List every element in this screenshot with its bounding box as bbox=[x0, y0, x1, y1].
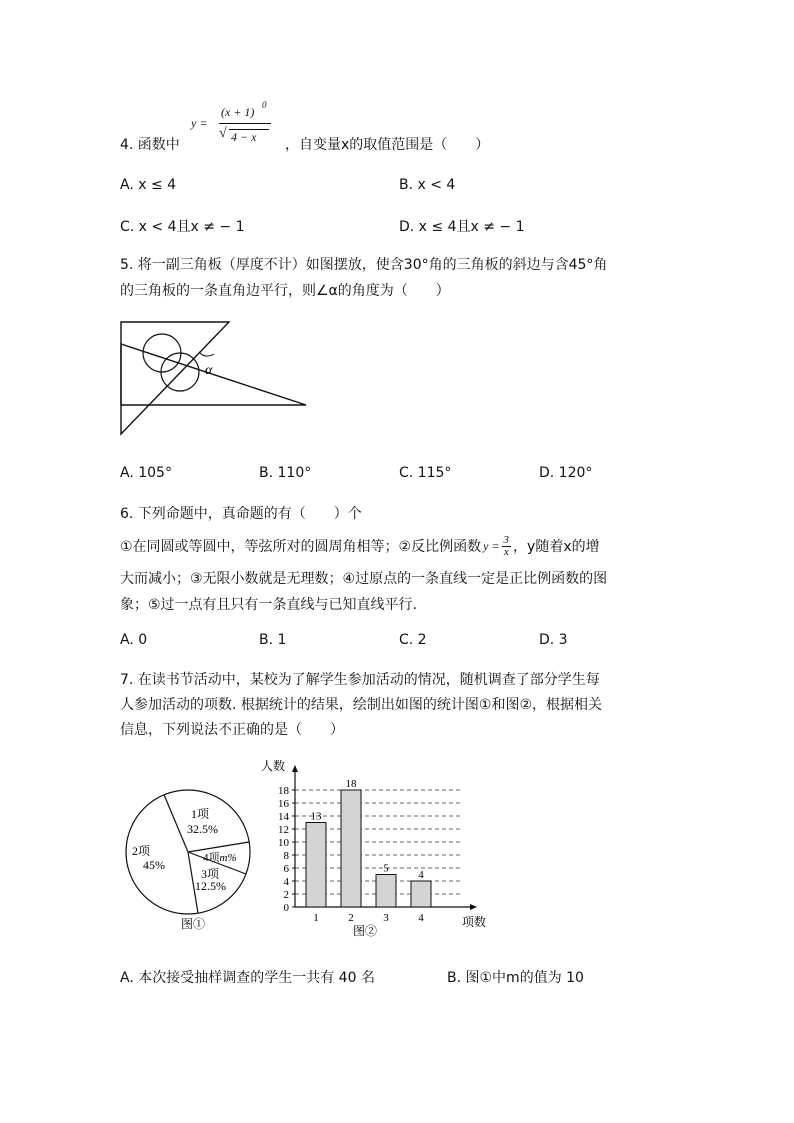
triangle-30 bbox=[121, 344, 306, 405]
q4-formula-lhs: y = bbox=[191, 116, 208, 130]
q4-stem-suffix: ，自变量x的取值范围是（ ） bbox=[285, 137, 490, 153]
q5-option-c: C. 115° bbox=[399, 465, 452, 481]
q6-line-1-end: ，y随着x的增 bbox=[513, 539, 600, 555]
q6-option-c: C. 2 bbox=[399, 632, 427, 648]
alpha-label: α bbox=[205, 363, 213, 378]
q6-fraction-denominator: x bbox=[503, 545, 509, 558]
pie-chart bbox=[118, 780, 268, 935]
x-tick-label: 4 bbox=[418, 912, 424, 924]
q6-line-2: 大而减小；③无限小数就是无理数；④过原点的一条直线一定是正比例函数的图 bbox=[120, 571, 608, 587]
pie-slice-2-label: 2项 bbox=[132, 844, 151, 858]
y-tick-label: 12 bbox=[278, 824, 289, 836]
pie-slice-4-label: 4项m% bbox=[203, 852, 237, 864]
pie-slice-3-pct: 12.5% bbox=[195, 879, 226, 893]
q4-formula-numerator: (x + 1) bbox=[221, 105, 255, 119]
x-tick-label: 3 bbox=[383, 912, 389, 924]
q4-sqrt-sign: √ bbox=[219, 126, 227, 141]
q6-stem: 6. 下列命题中，真命题的有（ ）个 bbox=[120, 506, 362, 522]
y-tick-label: 6 bbox=[283, 863, 289, 875]
q4-option-a: A. x ≤ 4 bbox=[120, 177, 177, 193]
q4-option-d: D. x ≤ 4且x ≠ − 1 bbox=[399, 219, 525, 235]
q6-line-1-start: ①在同圆或等圆中，等弦所对的圆周角相等；②反比例函数 bbox=[120, 539, 482, 555]
q5-option-a: A. 105° bbox=[120, 465, 172, 481]
pie-caption: 图① bbox=[181, 917, 206, 931]
pie-slice-1-label: 1项 bbox=[191, 807, 210, 821]
bar-value-label: 4 bbox=[418, 869, 424, 881]
y-tick-label: 0 bbox=[283, 902, 289, 914]
q6-option-b: B. 1 bbox=[259, 632, 287, 648]
pie-slice-2-pct: 45% bbox=[143, 858, 165, 872]
q7-line-3: 信息，下列说法不正确的是（ ） bbox=[120, 722, 344, 738]
angle-arc bbox=[199, 352, 214, 356]
bar-chart-caption: 图② bbox=[352, 924, 378, 938]
triangle-figure bbox=[110, 312, 320, 442]
pie-slice-1-pct: 32.5% bbox=[187, 822, 218, 836]
y-tick-label: 18 bbox=[278, 785, 289, 797]
q7-line-2: 人参加活动的项数. 根据统计的结果，绘制出如图的统计图①和图②，根据相关 bbox=[120, 697, 602, 713]
q5-option-d: D. 120° bbox=[539, 465, 593, 481]
q7-option-b: B. 图①中m的值为 10 bbox=[447, 970, 584, 986]
x-axis-arrow bbox=[470, 904, 477, 910]
q5-option-b: B. 110° bbox=[259, 465, 312, 481]
q6-option-a: A. 0 bbox=[120, 632, 148, 648]
q4-formula-exponent: 0 bbox=[262, 100, 267, 110]
q4-stem-prefix: 4. 函数中 bbox=[120, 137, 180, 153]
y-axis-arrow bbox=[292, 765, 298, 772]
x-axis-label: 项数 bbox=[462, 915, 487, 929]
y-tick-label: 10 bbox=[278, 837, 289, 849]
bar-4 bbox=[411, 881, 431, 907]
q7-option-a: A. 本次接受抽样调查的学生一共有 40 名 bbox=[120, 970, 375, 986]
q4-option-b: B. x < 4 bbox=[399, 177, 456, 193]
q7-line-1: 7. 在读书节活动中，某校为了解学生参加活动的情况，随机调查了部分学生每 bbox=[120, 672, 600, 688]
bar-value-label: 18 bbox=[345, 778, 357, 790]
bar-2 bbox=[341, 790, 361, 907]
q6-function-lhs: y = bbox=[483, 538, 500, 553]
x-tick-label: 1 bbox=[313, 912, 319, 924]
q6-fraction bbox=[502, 535, 512, 558]
q5-stem-line-1: 5. 将一副三角板（厚度不计）如图摆放，使含30°角的三角板的斜边与含45°角 bbox=[120, 257, 608, 273]
y-tick-label: 16 bbox=[278, 798, 289, 810]
y-tick-label: 4 bbox=[283, 876, 289, 888]
bar-3 bbox=[376, 875, 396, 908]
q6-line-3: 象；⑤过一点有且只有一条直线与已知直线平行. bbox=[120, 597, 417, 613]
pie-slice-3-label: 3项 bbox=[201, 867, 220, 881]
q6-option-d: D. 3 bbox=[539, 632, 568, 648]
y-tick-label: 14 bbox=[278, 811, 289, 823]
y-axis-label: 人数 bbox=[261, 759, 286, 773]
q5-stem-line-2: 的三角板的一条直角边平行，则∠α的角度为（ ） bbox=[120, 283, 450, 299]
bar-value-label: 13 bbox=[310, 810, 322, 823]
q4-formula-denominator: 4 − x bbox=[231, 130, 257, 144]
y-tick-label: 2 bbox=[283, 889, 289, 901]
q4-option-c: C. x < 4且x ≠ − 1 bbox=[120, 219, 245, 235]
bar-value-label: 5 bbox=[383, 862, 389, 875]
q4-formula bbox=[191, 100, 281, 150]
q4-fraction-bar bbox=[219, 123, 271, 124]
q6-line-1 bbox=[120, 531, 600, 561]
x-tick-label: 2 bbox=[348, 912, 354, 924]
y-tick-label: 8 bbox=[283, 850, 289, 862]
bar-chart bbox=[255, 755, 495, 940]
bar-1 bbox=[306, 823, 326, 908]
q6-fraction-numerator: 3 bbox=[503, 533, 510, 546]
